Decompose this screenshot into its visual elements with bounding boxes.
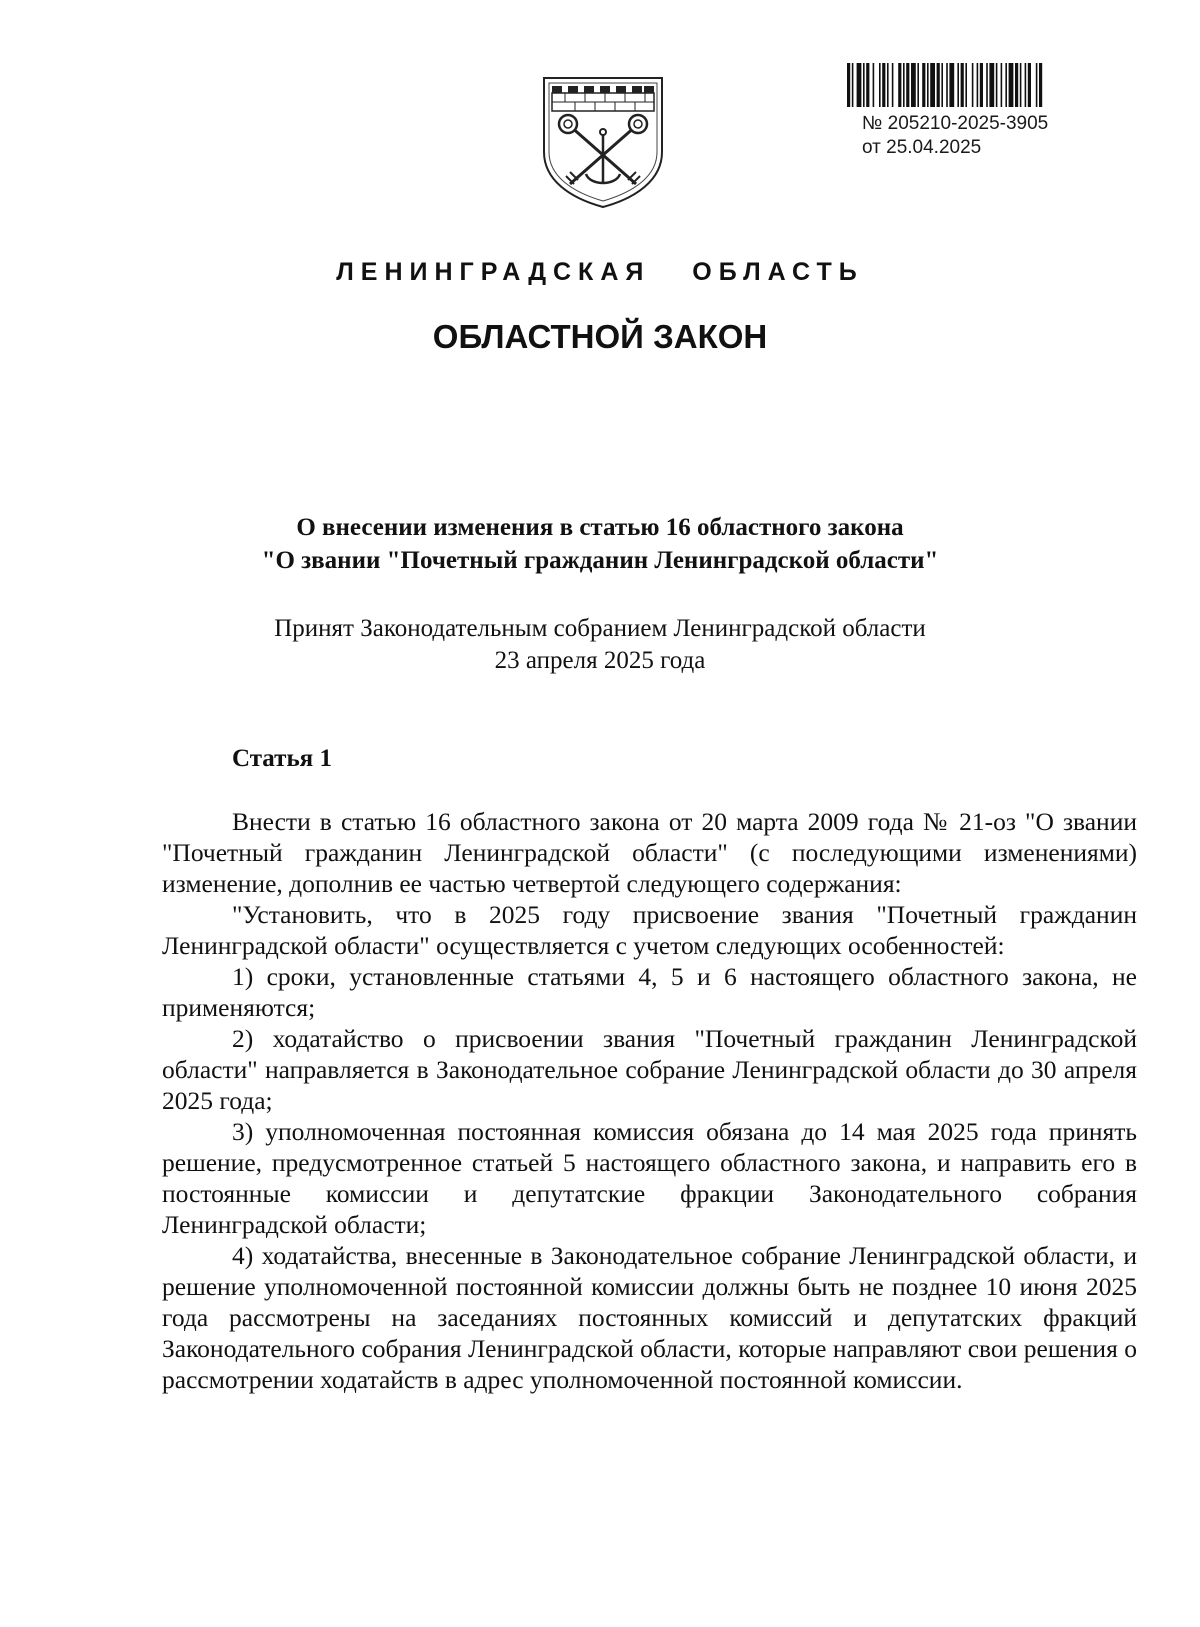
law-title-line-2: "О звании "Почетный гражданин Ленинградской области" [261,547,939,574]
registration-stamp [862,112,1048,160]
registration-number: № 205210-2025-3905 [862,113,1049,134]
adoption-note [0,613,1200,677]
barcode [847,63,1105,107]
registration-date: от 25.04.2025 [862,137,982,158]
article-paragraph-intro: "Установить, что в 2025 году присвоение звания "Почетный гражданин Ленинградской области" осуществляется с учетом следующих особенностей: [162,900,1137,960]
document-type-heading: ОБЛАСТНОЙ ЗАКОН [432,318,768,355]
law-title [0,511,1200,577]
region-heading: ЛЕНИНГРАДСКАЯ ОБЛАСТЬ [336,258,864,286]
article-item-2: 2) ходатайство о присвоении звания "Почетный гражданин Ленинградской области" направляется в Законодательное собрание Ленинградской области до 30 апреля 2025 года; [162,1024,1137,1115]
article-item-3: 3) уполномоченная постоянная комиссия обязана до 14 мая 2025 года принять решение, предусмотренное статьей 5 настоящего областного закона, и направить его в постоянные комиссии и депутатские фракции Законодательного собрания Ленинградской области; [162,1117,1137,1239]
article-heading: Статья 1 [232,745,332,772]
article-item-4: 4) ходатайства, внесенные в Законодательное собрание Ленинградской области, и решение уполномоченной постоянной комиссии должны быть не позднее 10 июня 2025 года рассмотрены на заседаниях постоянных комиссий и депутатских фракций Законодательного собрания Ленинградской области, которые направляют свои решения о рассмотрении ходатайств в адрес уполномоченной постоянной комиссии. [162,1241,1137,1394]
article-paragraph-main: Внести в статью 16 областного закона от 20 марта 2009 года № 21-оз "О звании "Почетный гражданин Ленинградской области" (с последующими изменениями) изменение, дополнив ее частью четвертой следующего содержания: [162,807,1137,898]
adoption-note-line-2: 23 апреля 2025 года [494,647,706,674]
article-body [162,806,1137,1395]
law-title-line-1: О внесении изменения в статью 16 областного закона [296,514,904,541]
article-item-1: 1) сроки, установленные статьями 4, 5 и 6 настоящего областного закона, не применяются; [162,962,1137,1022]
adoption-note-line-1: Принят Законодательным собранием Ленинградской области [274,615,926,642]
coat-of-arms-emblem [540,74,666,210]
